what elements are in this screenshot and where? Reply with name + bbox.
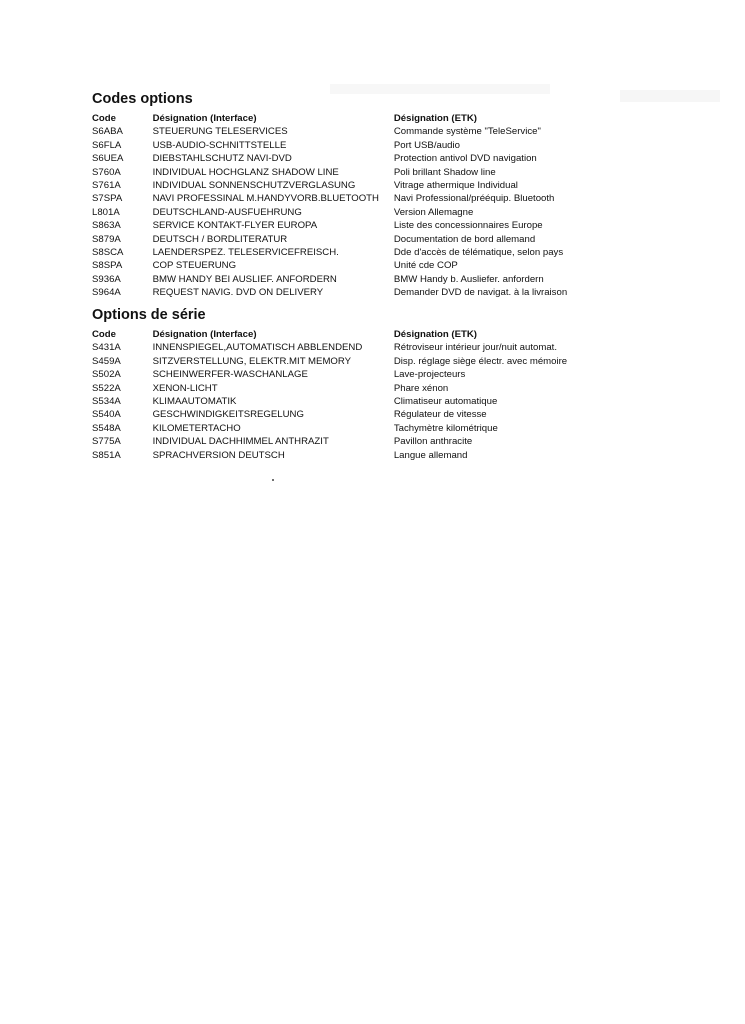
cell-etk: Liste des concessionnaires Europe (393, 220, 543, 232)
cell-etk: Pavillon anthracite (393, 436, 473, 448)
table-row (92, 355, 652, 368)
cell-etk: Climatiseur automatique (393, 396, 498, 408)
cell-interface: SCHEINWERFER-WASCHANLAGE (152, 369, 308, 381)
cell-etk: Documentation de bord allemand (393, 233, 536, 245)
cell-interface: BMW HANDY BEI AUSLIEF. ANFORDERN (152, 273, 337, 285)
cell-etk: Vitrage athermique Individual (393, 180, 518, 192)
cell-interface: STEUERUNG TELESERVICES (152, 126, 288, 138)
scan-speck (272, 479, 274, 481)
cell-interface: XENON-LICHT (152, 382, 218, 394)
cell-etk: Unité cde COP (393, 260, 458, 272)
table-row (92, 219, 652, 232)
cell-code: S8SPA (92, 260, 123, 272)
cell-interface: INDIVIDUAL SONNENSCHUTZVERGLASUNG (152, 180, 356, 192)
cell-etk: Dde d'accès de télématique, selon pays (393, 247, 564, 259)
cell-etk: BMW Handy b. Ausliefer. anfordern (393, 273, 544, 285)
cell-code: S540A (92, 409, 121, 421)
table-row (92, 166, 652, 179)
cell-interface: NAVI PROFESSINAL M.HANDYVORB.BLUETOOTH (152, 193, 379, 205)
cell-code: S761A (92, 180, 121, 192)
cell-code: L801A (92, 206, 120, 218)
cell-etk: Demander DVD de navigat. à la livraison (393, 287, 568, 299)
cell-code: S851A (92, 449, 121, 461)
cell-code: S534A (92, 396, 121, 408)
cell-code: S7SPA (92, 193, 123, 205)
table-row (92, 259, 652, 272)
cell-code: S6ABA (92, 126, 123, 138)
cell-interface: INDIVIDUAL HOCHGLANZ SHADOW LINE (152, 166, 339, 178)
cell-code: S760A (92, 166, 121, 178)
cell-etk: Phare xénon (393, 382, 449, 394)
cell-etk: Navi Professional/prééquip. Bluetooth (393, 193, 555, 205)
cell-code: S522A (92, 382, 121, 394)
table-row (92, 139, 652, 152)
header-interface: Désignation (Interface) (152, 113, 257, 124)
cell-code: S502A (92, 369, 121, 381)
table-body (92, 341, 652, 462)
cell-code: S863A (92, 220, 121, 232)
table-header (92, 112, 652, 125)
table-row (92, 179, 652, 192)
cell-interface: COP STEUERUNG (152, 260, 237, 272)
cell-code: S775A (92, 436, 121, 448)
cell-code: S548A (92, 422, 121, 434)
cell-interface: LAENDERSPEZ. TELESERVICEFREISCH. (152, 247, 339, 259)
cell-interface: DEUTSCH / BORDLITERATUR (152, 233, 288, 245)
cell-etk: Lave-projecteurs (393, 369, 466, 381)
table-row (92, 273, 652, 286)
cell-etk: Port USB/audio (393, 139, 460, 151)
cell-code: S6FLA (92, 139, 122, 151)
cell-etk: Rétroviseur intérieur jour/nuit automat. (393, 342, 558, 354)
cell-interface: SPRACHVERSION DEUTSCH (152, 449, 285, 461)
cell-interface: USB-AUDIO-SCHNITTSTELLE (152, 139, 287, 151)
cell-interface: DEUTSCHLAND-AUSFUEHRUNG (152, 206, 302, 218)
cell-interface: KLIMAAUTOMATIK (152, 396, 237, 408)
cell-etk: Langue allemand (393, 449, 468, 461)
table-row (92, 341, 652, 354)
cell-interface: KILOMETERTACHO (152, 422, 241, 434)
cell-interface: GESCHWINDIGKEITSREGELUNG (152, 409, 304, 421)
section-title: Options de série (92, 307, 206, 323)
cell-etk: Poli brillant Shadow line (393, 166, 496, 178)
section-title: Codes options (92, 91, 193, 107)
codes-options-section (92, 89, 652, 300)
cell-code: S6UEA (92, 153, 124, 165)
table-row (92, 408, 652, 421)
table-row (92, 395, 652, 408)
cell-etk: Protection antivol DVD navigation (393, 153, 537, 165)
cell-code: S964A (92, 287, 121, 299)
cell-code: S431A (92, 342, 121, 354)
table-body (92, 125, 652, 299)
cell-interface: DIEBSTAHLSCHUTZ NAVI-DVD (152, 153, 292, 165)
cell-interface: INDIVIDUAL DACHHIMMEL ANTHRAZIT (152, 436, 329, 448)
header-code: Code (92, 113, 116, 124)
table-header (92, 328, 652, 341)
cell-etk: Régulateur de vitesse (393, 409, 487, 421)
cell-code: S8SCA (92, 247, 124, 259)
cell-interface: SERVICE KONTAKT-FLYER EUROPA (152, 220, 318, 232)
table-row (92, 422, 652, 435)
header-etk: Désignation (ETK) (393, 113, 477, 124)
header-etk: Désignation (ETK) (393, 329, 477, 340)
table-row (92, 449, 652, 462)
cell-interface: INNENSPIEGEL,AUTOMATISCH ABBLENDEND (152, 342, 363, 354)
header-interface: Désignation (Interface) (152, 329, 257, 340)
cell-etk: Version Allemagne (393, 206, 474, 218)
table-row (92, 246, 652, 259)
cell-etk: Disp. réglage siège électr. avec mémoire (393, 355, 568, 367)
table-row (92, 368, 652, 381)
table-row (92, 206, 652, 219)
cell-interface: SITZVERSTELLUNG, ELEKTR.MIT MEMORY (152, 355, 352, 367)
cell-code: S459A (92, 355, 121, 367)
table-row (92, 192, 652, 205)
cell-code: S936A (92, 273, 121, 285)
cell-etk: Commande système "TeleService" (393, 126, 541, 138)
table-row (92, 152, 652, 165)
table-row (92, 382, 652, 395)
table-row (92, 125, 652, 138)
table-row (92, 286, 652, 299)
table-row (92, 233, 652, 246)
header-code: Code (92, 329, 116, 340)
cell-code: S879A (92, 233, 121, 245)
table-row (92, 435, 652, 448)
cell-etk: Tachymètre kilométrique (393, 422, 498, 434)
cell-interface: REQUEST NAVIG. DVD ON DELIVERY (152, 287, 324, 299)
options-de-serie-section (92, 305, 652, 462)
